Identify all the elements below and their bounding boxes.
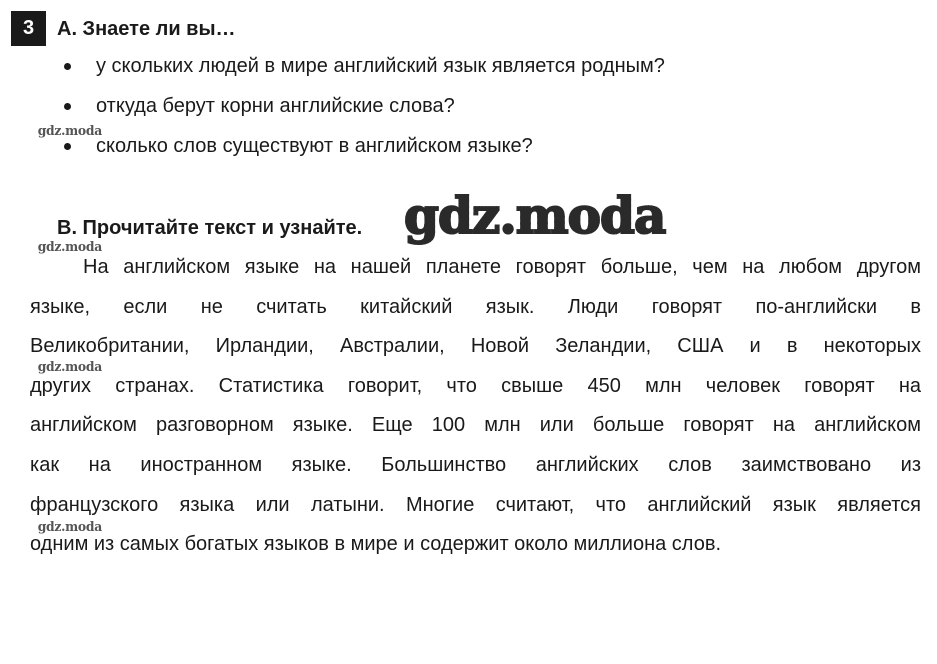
text-line: других странах. Статистика говорит, что свыше 450 млн человек говорят на — [30, 374, 921, 397]
text-line: одним из самых богатых языков в мире и содержит около миллиона слов. — [30, 533, 722, 556]
text-line: Великобритании, Ирландии, Австралии, Новой Зеландии, США и в некоторых — [30, 335, 921, 358]
watermark-small: gdz.moda — [37, 520, 102, 535]
section-a-title: A. Знаете ли вы… — [57, 18, 236, 40]
text-line: языке, если не считать китайский язык. Люди говорят по-английски в — [30, 295, 921, 318]
section-b-title: B. Прочитайте текст и узнайте. — [57, 217, 363, 239]
reading-text — [30, 248, 921, 565]
watermark-small: gdz.moda — [37, 240, 102, 255]
text-line: как на иностранном языке. Большинство английских слов заимствовано из — [30, 453, 921, 476]
question-list — [62, 54, 665, 174]
watermark-small: gdz.moda — [37, 124, 102, 139]
text-line: На английском языке на нашей планете говорят больше, чем на любом другом — [83, 256, 921, 278]
text-line: французского языка или латыни. Многие считают, что английский язык является — [30, 493, 921, 516]
watermark-small: gdz.moda — [37, 360, 102, 375]
text-line: английском разговорном языке. Еще 100 млн или больше говорят на английском — [30, 414, 921, 437]
question-item: сколько слов существуют в английском языке? — [62, 134, 665, 174]
exercise-number-badge: 3 — [11, 11, 46, 46]
question-item: откуда берут корни английские слова? — [62, 94, 665, 134]
question-item: у скольких людей в мире английский язык является родным? — [62, 54, 665, 94]
watermark-large: gdz.moda — [404, 186, 666, 245]
